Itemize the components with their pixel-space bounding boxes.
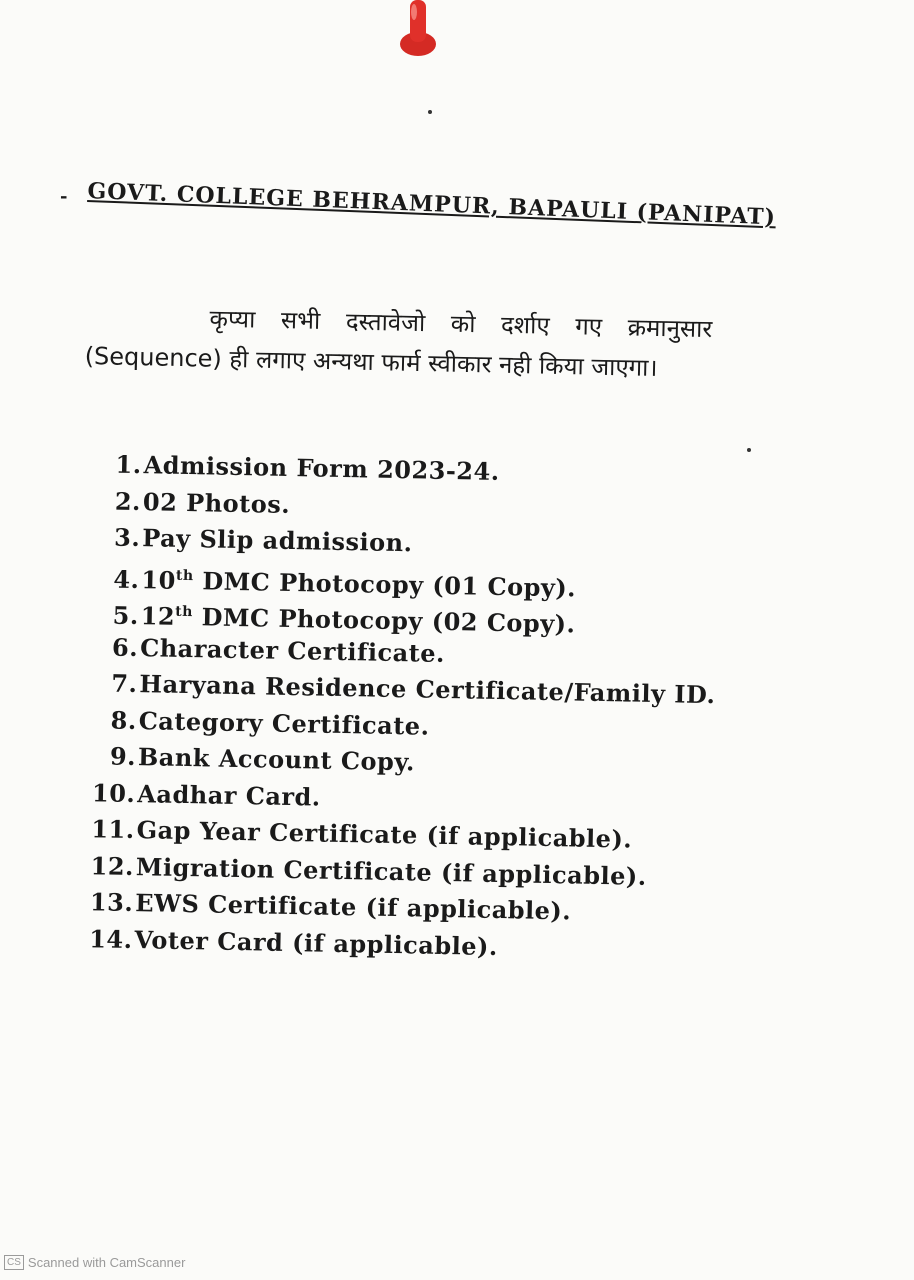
instruction-line-2: (Sequence) ही लगाए अन्यथा फार्म स्वीकार नही किया जाएगा। bbox=[84, 341, 658, 382]
list-item: 9.Bank Account Copy. bbox=[109, 741, 416, 777]
list-item: 12.Migration Certificate (if applicable). bbox=[90, 850, 647, 891]
list-item: 13.EWS Certificate (if applicable). bbox=[89, 887, 572, 926]
instruction-note bbox=[84, 296, 876, 393]
watermark-text: Scanned with CamScanner bbox=[27, 1255, 186, 1270]
list-item: 3.Pay Slip admission. bbox=[113, 522, 413, 558]
instruction-line-1: कृप्या सभी दस्तावेजो को दर्शाए गए क्रमानुसार bbox=[209, 304, 713, 344]
page-title: GOVT. COLLEGE BEHRAMPUR, BAPAULI (PANIPAT) bbox=[87, 178, 777, 231]
camscanner-logo-icon: CS bbox=[4, 1255, 24, 1270]
paper-speck bbox=[428, 110, 432, 114]
list-item: 8.Category Certificate. bbox=[110, 705, 430, 741]
push-pin-icon bbox=[398, 0, 438, 60]
list-item: 7.Haryana Residence Certificate/Family ID. bbox=[111, 668, 716, 710]
scanner-watermark bbox=[4, 1255, 185, 1270]
paper-speck bbox=[747, 448, 751, 452]
document-checklist bbox=[74, 446, 720, 969]
list-item: 1.Admission Form 2023-24. bbox=[115, 449, 500, 486]
list-item: 5.12th DMC Photocopy (02 Copy). bbox=[112, 600, 576, 639]
list-item: 4.10th DMC Photocopy (01 Copy). bbox=[113, 564, 577, 602]
heading-dash: - bbox=[60, 186, 68, 207]
list-item: 2.02 Photos. bbox=[114, 486, 291, 519]
list-item: 10.Aadhar Card. bbox=[91, 777, 321, 812]
list-item: 14.Voter Card (if applicable). bbox=[89, 923, 499, 961]
list-item: 11.Gap Year Certificate (if applicable). bbox=[91, 814, 633, 854]
list-item: 6.Character Certificate. bbox=[111, 632, 446, 668]
